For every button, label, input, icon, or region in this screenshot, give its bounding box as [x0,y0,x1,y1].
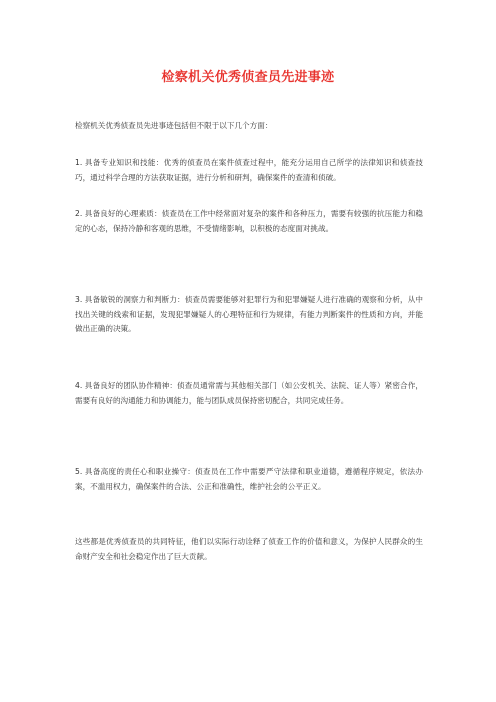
intro-text: 检察机关优秀侦查员先进事迹包括但不限于以下几个方面： [75,121,273,130]
paragraph-psychological-quality: 2. 具备良好的心理素质：侦查员在工作中经常面对复杂的案件和各种压力，需要有较强的抗压能力和稳定的心态，保持冷静和客观的思维，不受情绪影响，以积极的态度面对挑战。 [75,209,423,233]
paragraph-teamwork: 4. 具备良好的团队协作精神：侦查员通常需与其他相关部门（如公安机关、法院、证人等）紧密合作，需要有良好的沟通能力和协调能力，能与团队成员保持密切配合，共同完成任务。 [75,381,423,405]
paragraph-insight-judgment: 3. 具备敏锐的洞察力和判断力：侦查员需要能够对犯罪行为和犯罪嫌疑人进行准确的观察和分析，从中找出关键的线索和证据，发现犯罪嫌疑人的心理特征和行为规律，有能力判断案件的性质和方向，并能做出正确的决策。 [75,295,423,334]
document-title: 检察机关优秀侦查员先进事迹 [161,70,335,85]
paragraph-responsibility: 5. 具备高度的责任心和职业操守：侦查员在工作中需要严守法律和职业道德，遵循程序规定，依法办案，不滥用权力，确保案件的合法、公正和准确性，维护社会的公平正义。 [75,467,423,491]
paragraph-professional-skills: 1. 具备专业知识和技能：优秀的侦查员在案件侦查过程中，能充分运用自己所学的法律知识和侦查技巧，通过科学合理的方法获取证据，进行分析和研判，确保案件的查清和侦破。 [75,158,423,182]
paragraph-conclusion: 这些都是优秀侦查员的共同特征，他们以实际行动诠释了侦查工作的价值和意义，为保护人民群众的生命财产安全和社会稳定作出了巨大贡献。 [75,537,423,561]
